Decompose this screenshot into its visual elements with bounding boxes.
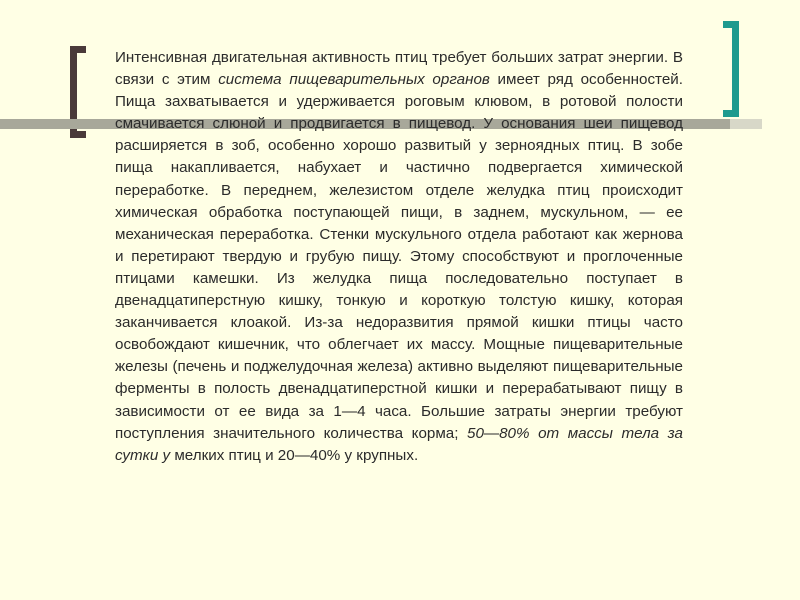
paragraph-italic-2: 50—80% от массы тела за сутки у <box>115 424 683 464</box>
band-end-decoration <box>730 119 762 129</box>
body-paragraph <box>115 47 683 467</box>
paragraph-italic-1: система пищеварительных органов <box>218 71 490 89</box>
paragraph-text-2: имеет ряд особенностей. Пища захватывается и удерживается роговым клювом, в ротовой полости смачивается слюной и продвигается в пищевод. У основания шеи пищевод расширяется в зоб, особенно хорошо развитый у зерноядных птиц. В зобе пища накапливается, набухает и частично подвергается химической переработке. В переднем, железистом отделе желудка птиц происходит химическая обработка поступающей пищи, в заднем, мускульном, — ее механическая переработка. Стенки мускульного отдела работают как жернова и перетирают твердую и грубую пищу. Этому способствуют и проглоченные птицами камешки. Из желудка пища последовательно поступает в двенадцатиперстную кишку, тонкую и короткую толстую кишку, которая заканчивается клоакой. Из-за недоразвития прямой кишки птицы часто освобождают кишечник, что облегчает их массу. Мощные пищеварительные железы (печень и поджелудочная железа) активно выделяют пищеварительные ферменты в полость двенадцатиперстной кишки и перерабатывают пищу в зависимости от ее вида за 1—4 часа. Большие затраты энергии требуют поступления значительного количества корма; <box>115 71 683 442</box>
right-bracket-decoration <box>723 21 739 117</box>
paragraph-text-1: Интенсивная двигательная активность птиц требует больших затрат энергии. В связи с этим <box>115 49 683 89</box>
paragraph-text-3: мелких птиц и 20—40% у крупных. <box>170 446 419 464</box>
